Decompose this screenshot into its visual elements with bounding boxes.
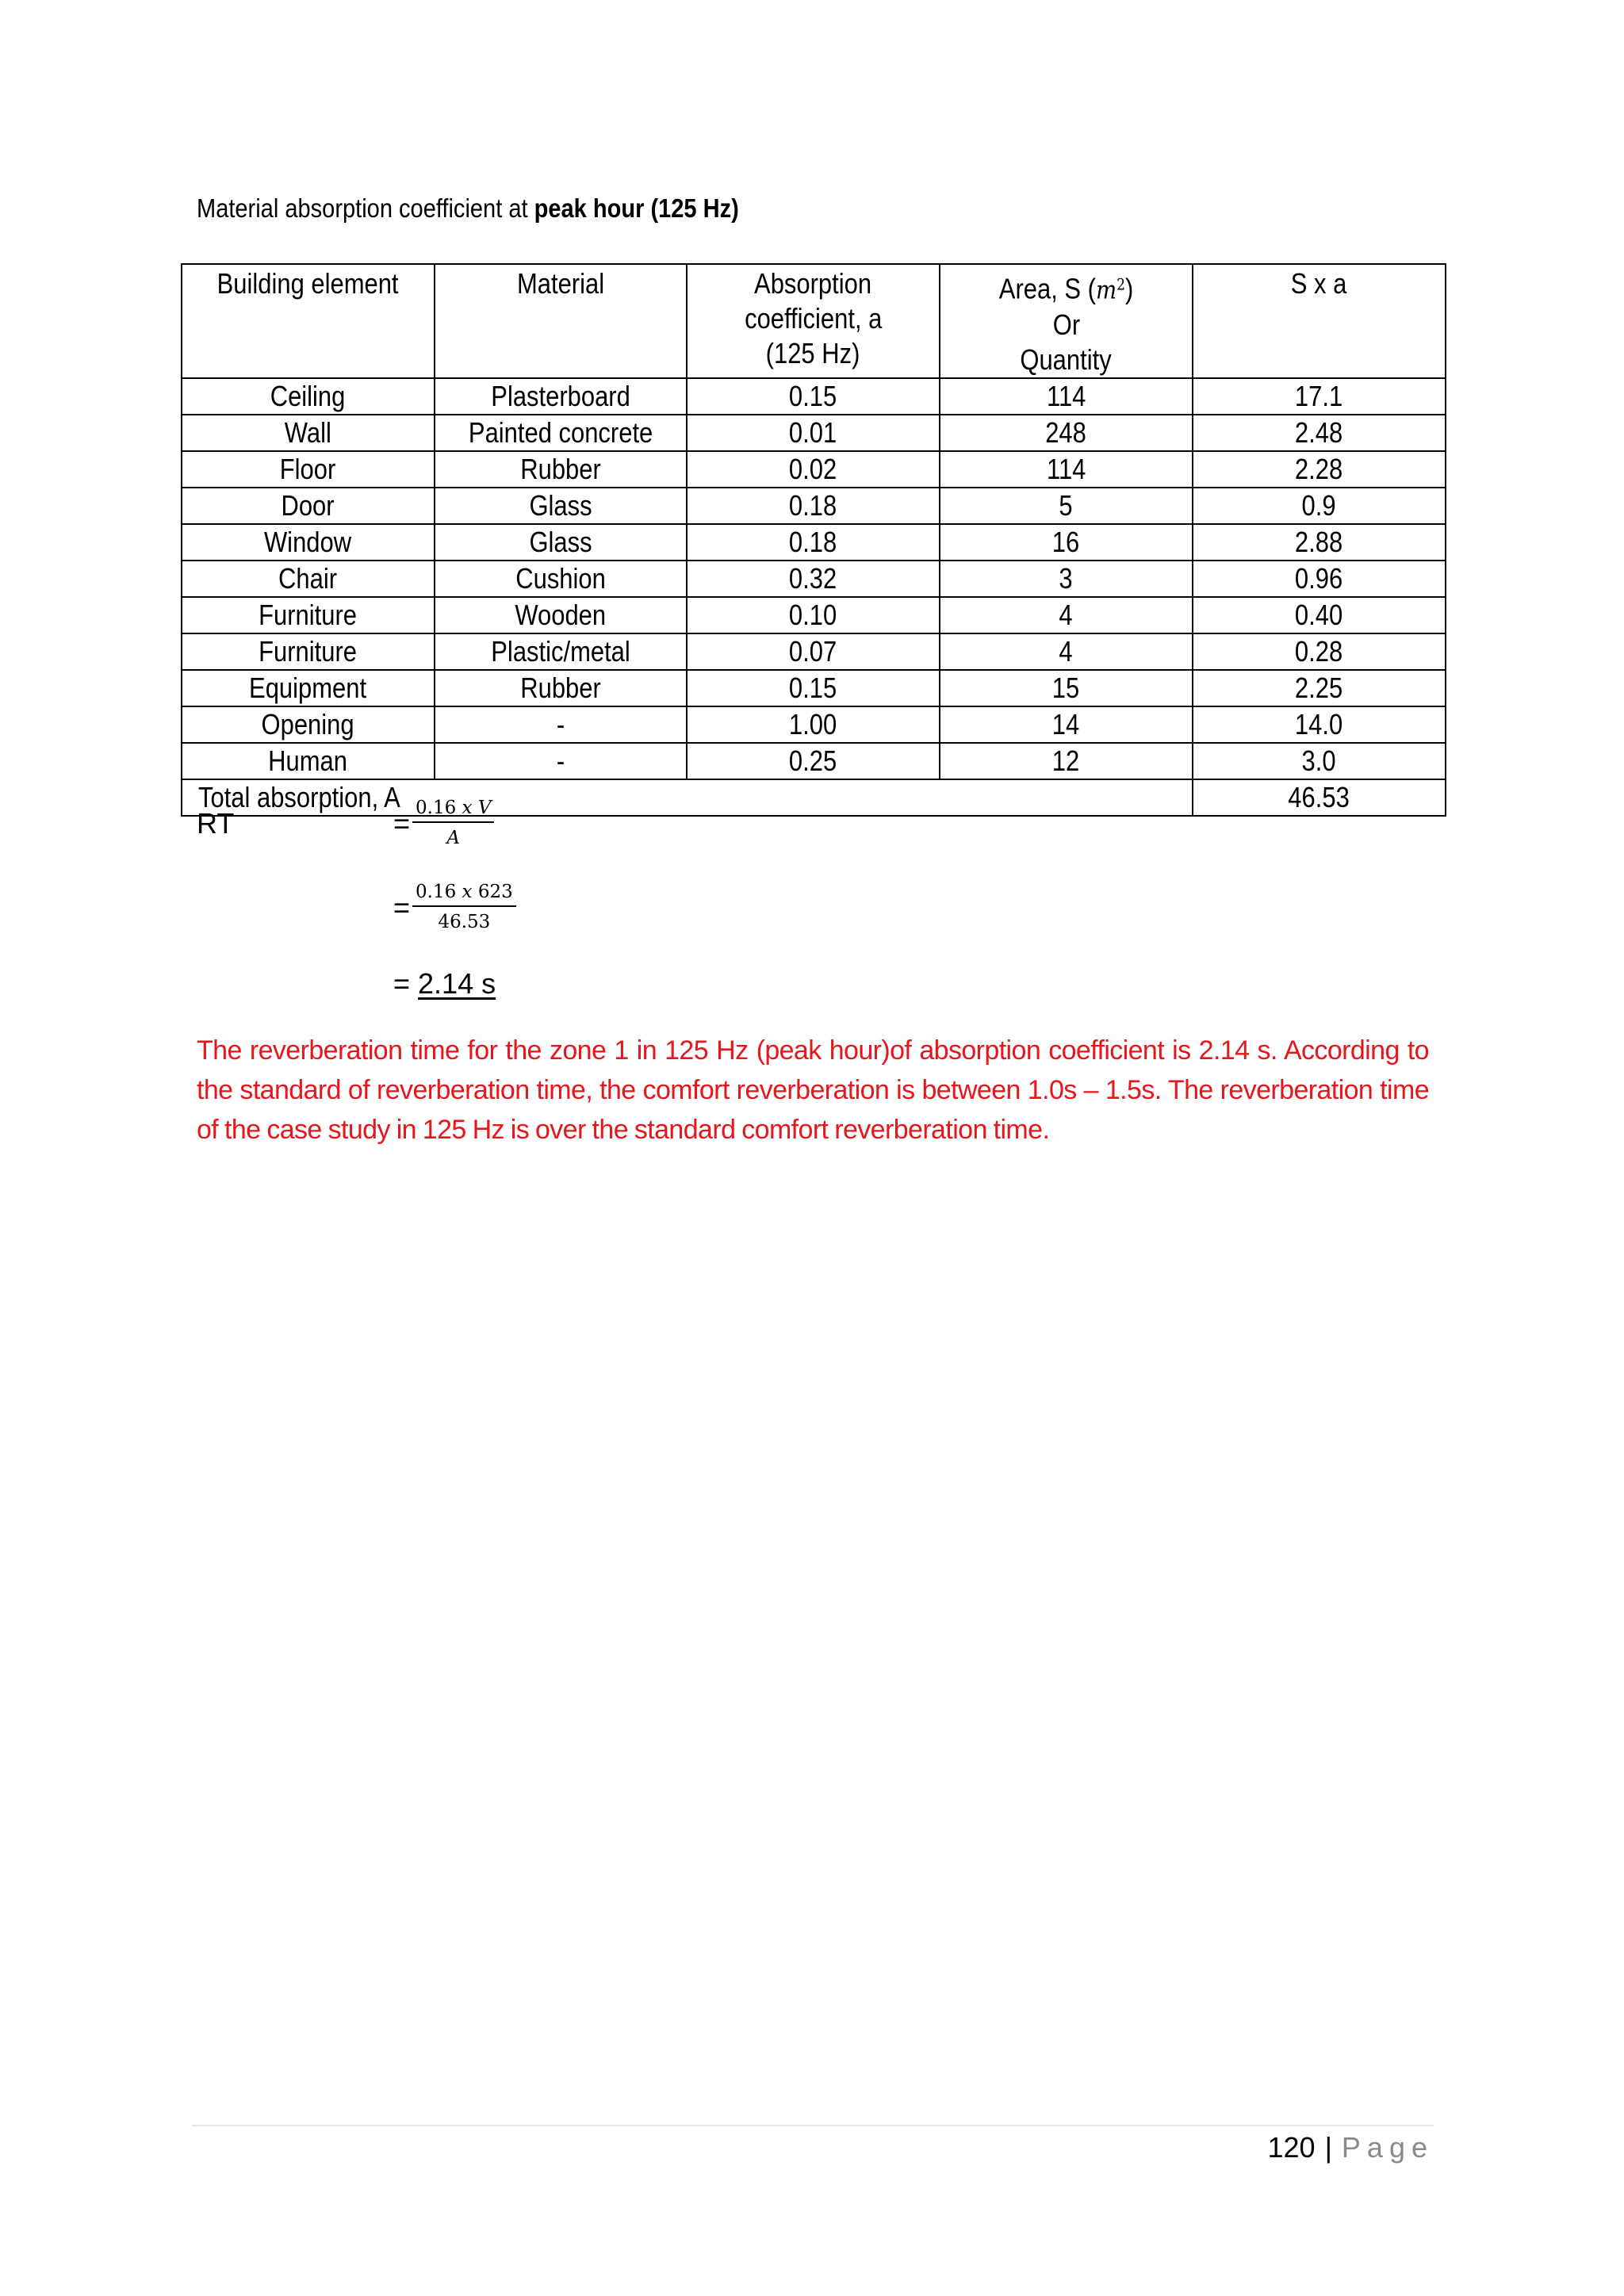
substituted-numerator: 0.16 x 623 bbox=[412, 882, 516, 907]
cell-s-x-a: 2.88 bbox=[1193, 524, 1446, 561]
cell-building-element: Chair bbox=[182, 561, 435, 597]
cell-absorption-coefficient: 0.18 bbox=[687, 488, 940, 524]
page-number: 120 bbox=[1267, 2131, 1316, 2164]
cell-s-x-a: 0.96 bbox=[1193, 561, 1446, 597]
cell-area: 248 bbox=[940, 415, 1193, 451]
heading-text: Material absorption coefficient at bbox=[197, 193, 534, 223]
rt-substituted-fraction bbox=[412, 882, 516, 932]
footer-separator: | bbox=[1324, 2131, 1332, 2164]
rt-formula-fraction bbox=[412, 798, 494, 848]
table-row bbox=[182, 378, 1446, 415]
cell-material: Glass bbox=[435, 524, 687, 561]
table-row bbox=[182, 524, 1446, 561]
cell-absorption-coefficient: 0.07 bbox=[687, 633, 940, 670]
equals-sign-1: = bbox=[393, 807, 411, 840]
cell-s-x-a: 0.40 bbox=[1193, 597, 1446, 633]
cell-absorption-coefficient: 0.18 bbox=[687, 524, 940, 561]
cell-s-x-a: 0.9 bbox=[1193, 488, 1446, 524]
table-row bbox=[182, 415, 1446, 451]
cell-area: 14 bbox=[940, 706, 1193, 743]
table-row bbox=[182, 561, 1446, 597]
cell-absorption-coefficient: 0.15 bbox=[687, 670, 940, 706]
header-building-element: Building element bbox=[182, 264, 435, 378]
total-absorption-label: Total absorption, A bbox=[182, 779, 1193, 816]
cell-material: Plastic/metal bbox=[435, 633, 687, 670]
cell-absorption-coefficient: 0.32 bbox=[687, 561, 940, 597]
cell-area: 12 bbox=[940, 743, 1193, 779]
cell-building-element: Opening bbox=[182, 706, 435, 743]
cell-material: Painted concrete bbox=[435, 415, 687, 451]
formula-denominator: A bbox=[446, 828, 461, 848]
formula-numerator: 0.16 x V bbox=[412, 798, 494, 823]
header-s-x-a: S x a bbox=[1193, 264, 1446, 378]
cell-building-element: Window bbox=[182, 524, 435, 561]
footer-divider bbox=[192, 2125, 1434, 2126]
cell-area: 5 bbox=[940, 488, 1193, 524]
cell-area: 4 bbox=[940, 597, 1193, 633]
rt-result-value: 2.14 s bbox=[418, 967, 496, 1000]
total-row bbox=[182, 779, 1446, 816]
table-row bbox=[182, 633, 1446, 670]
table-row bbox=[182, 597, 1446, 633]
cell-s-x-a: 2.48 bbox=[1193, 415, 1446, 451]
cell-building-element: Wall bbox=[182, 415, 435, 451]
cell-building-element: Human bbox=[182, 743, 435, 779]
cell-building-element: Ceiling bbox=[182, 378, 435, 415]
header-material: Material bbox=[435, 264, 687, 378]
rt-label: RT bbox=[197, 807, 235, 840]
cell-building-element: Furniture bbox=[182, 597, 435, 633]
cell-area: 16 bbox=[940, 524, 1193, 561]
cell-material: Plasterboard bbox=[435, 378, 687, 415]
absorption-table bbox=[181, 263, 1446, 817]
cell-material: - bbox=[435, 743, 687, 779]
rt-result: = 2.14 s bbox=[393, 967, 496, 1000]
cell-material: Cushion bbox=[435, 561, 687, 597]
cell-material: Rubber bbox=[435, 670, 687, 706]
cell-s-x-a: 0.28 bbox=[1193, 633, 1446, 670]
total-absorption-value: 46.53 bbox=[1193, 779, 1446, 816]
substituted-denominator: 46.53 bbox=[438, 912, 491, 932]
cell-absorption-coefficient: 0.25 bbox=[687, 743, 940, 779]
conclusion-paragraph: The reverberation time for the zone 1 in 125 Hz (peak hour)of absorption coefficient is 2.14 s. According to the standard of reverberation time, the comfort reverberation is between 1.0s – 1.5s. The reverberation time of the case study in 125 Hz is over the standard comfort reverberation time. bbox=[197, 1035, 1429, 1145]
cell-material: Wooden bbox=[435, 597, 687, 633]
cell-building-element: Floor bbox=[182, 451, 435, 488]
cell-absorption-coefficient: 0.15 bbox=[687, 378, 940, 415]
table-row bbox=[182, 670, 1446, 706]
header-area: Area, S $(m^2)$ Or Quantity bbox=[940, 264, 1193, 378]
cell-s-x-a: 14.0 bbox=[1193, 706, 1446, 743]
cell-absorption-coefficient: 0.02 bbox=[687, 451, 940, 488]
section-heading bbox=[197, 193, 739, 224]
header-absorption-coefficient: Absorption coefficient, a (125 Hz) bbox=[687, 264, 940, 378]
cell-material: Rubber bbox=[435, 451, 687, 488]
equals-sign-2: = bbox=[393, 891, 411, 924]
heading-bold-text: peak hour (125 Hz) bbox=[534, 193, 739, 223]
cell-s-x-a: 2.28 bbox=[1193, 451, 1446, 488]
cell-material: - bbox=[435, 706, 687, 743]
cell-s-x-a: 2.25 bbox=[1193, 670, 1446, 706]
cell-absorption-coefficient: 0.10 bbox=[687, 597, 940, 633]
page-label: Page bbox=[1341, 2131, 1434, 2164]
cell-building-element: Door bbox=[182, 488, 435, 524]
cell-area: 15 bbox=[940, 670, 1193, 706]
table-row bbox=[182, 706, 1446, 743]
table-header-row bbox=[182, 264, 1446, 378]
cell-s-x-a: 3.0 bbox=[1193, 743, 1446, 779]
table-row bbox=[182, 451, 1446, 488]
page-footer bbox=[1267, 2131, 1434, 2164]
cell-area: 3 bbox=[940, 561, 1193, 597]
cell-absorption-coefficient: 0.01 bbox=[687, 415, 940, 451]
table-row bbox=[182, 743, 1446, 779]
cell-material: Glass bbox=[435, 488, 687, 524]
cell-s-x-a: 17.1 bbox=[1193, 378, 1446, 415]
cell-area: 4 bbox=[940, 633, 1193, 670]
cell-building-element: Furniture bbox=[182, 633, 435, 670]
cell-building-element: Equipment bbox=[182, 670, 435, 706]
cell-absorption-coefficient: 1.00 bbox=[687, 706, 940, 743]
cell-area: 114 bbox=[940, 451, 1193, 488]
cell-area: 114 bbox=[940, 378, 1193, 415]
table-row bbox=[182, 488, 1446, 524]
